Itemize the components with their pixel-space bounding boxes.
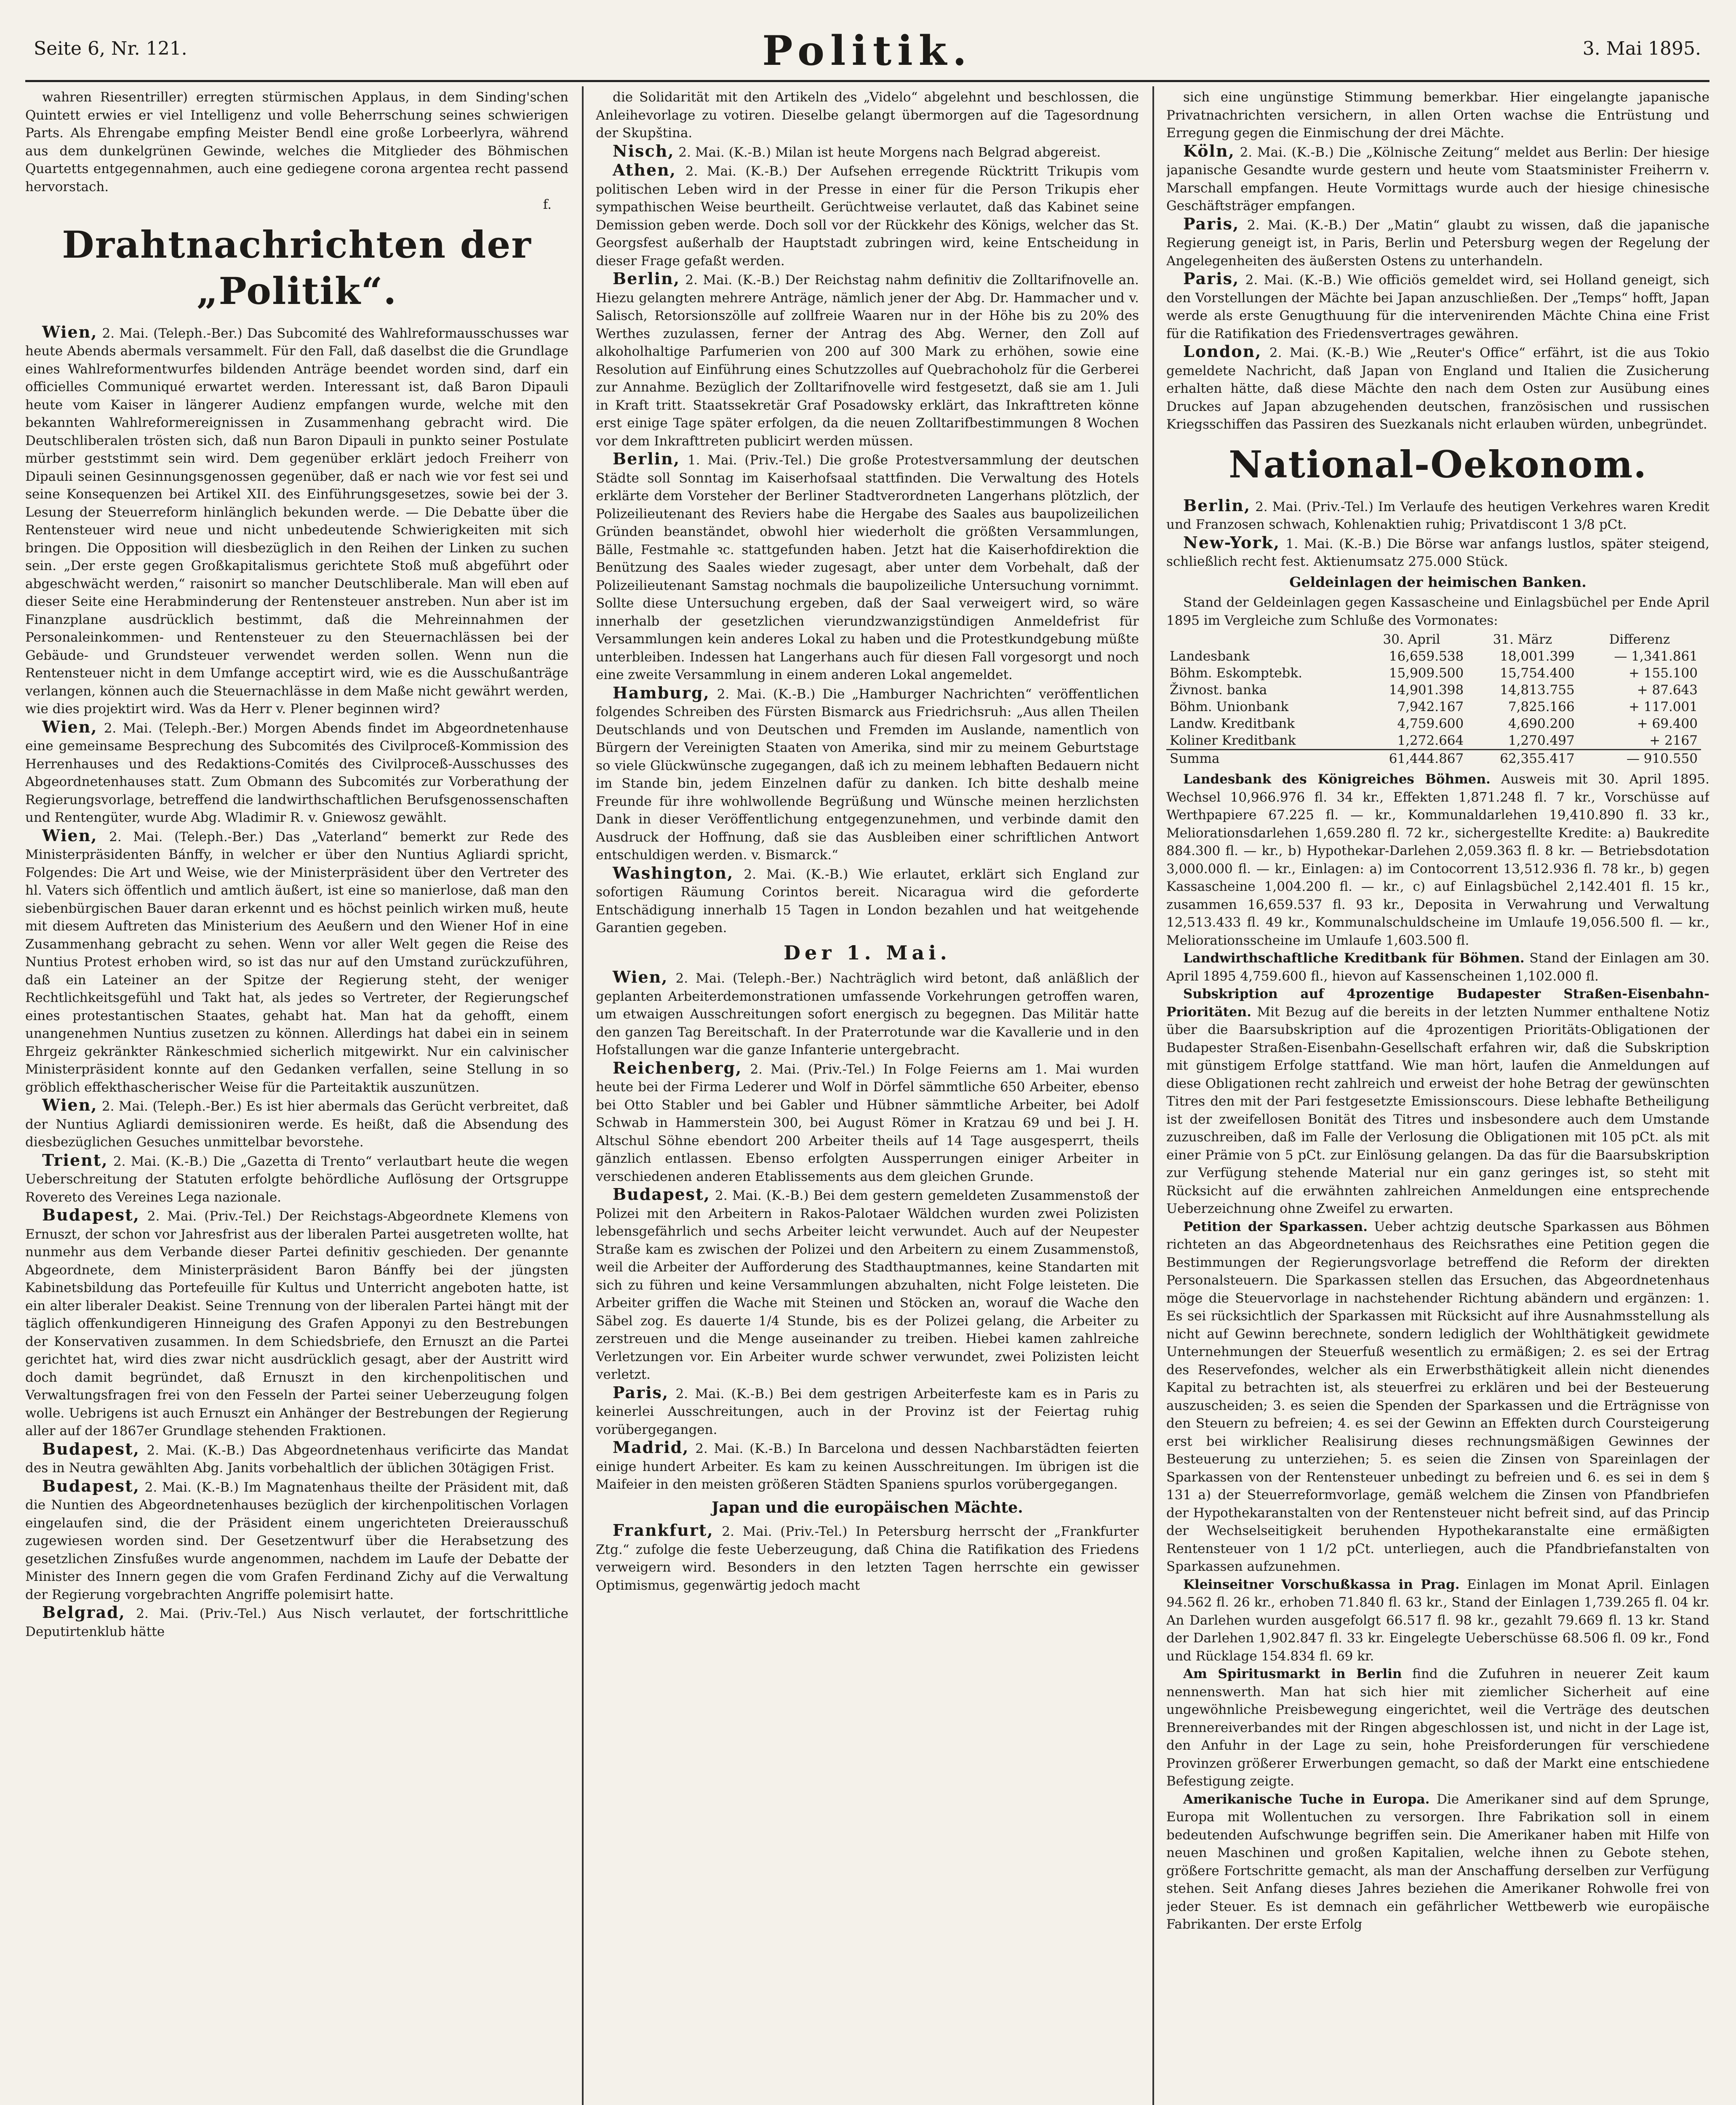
dateline: Berlin, bbox=[613, 449, 680, 468]
news-item bbox=[25, 1604, 568, 1641]
item-title: Petition der Sparkassen. bbox=[1183, 1219, 1368, 1234]
news-text: 2. Mai. (Priv.-Tel.) Der Reichstags-Abgeordnete Klemens von Ernuszt, der schon vor Jahresfrist aus der liberalen Partei ausgetreten wollte, hat nunmehr aus dem Verbande dieser Partei definitiv geschieden. Der genannte Abgeordnete, dem Ministerpräsident Baron Bánffy bei der jüngsten Kabinetsbildung das Portefeuille für Kultus und Unterricht angeboten hatte, ist ein alter liberaler Deakist. Seine Trennung von der liberalen Partei hängt mit der täglich offenkundigeren Hinneigung des Grafen Apponyi zu den Bestrebungen der Konservativen zusammen. In dem Schiedsbriefe, den Ernuszt an die Partei gerichtet hat, wird dies zwar nicht ausdrücklich gesagt, aber der Austritt wird doch damit begründet, daß Ernuszt in den kirchenpolitischen und Verwaltungsfragen frei von den Fesseln der Partei seiner Ueberzeugung folgen wolle. Uebrigens ist auch Ernuszt ein Anhänger der Bestrebungen der Regierung aller auf der 1867er Grundlage stehenden Fraktionen. bbox=[25, 1209, 568, 1439]
dateline: Hamburg, bbox=[613, 683, 710, 702]
table-cell: 18,001.399 bbox=[1500, 649, 1575, 664]
issue-date: 3. Mai 1895. bbox=[1582, 38, 1701, 59]
bank-table-intro: Stand der Geldeinlagen gegen Kassascheine und Einlagsbüchel per Ende April 1895 im Vergleiche zum Schluße des Vormonates: bbox=[1166, 595, 1709, 628]
column-divider bbox=[1152, 86, 1154, 2105]
dateline: Budapest, bbox=[42, 1439, 140, 1458]
news-text: 2. Mai. (K.-B.) In Barcelona und dessen Nachbarstädten feierten einige hundert Arbeiter. Es kam zu keinen Ausschreitungen. Im übrigen ist die Maifeier in den meisten größeren Städten Spaniens spurlos vorübergegangen. bbox=[596, 1441, 1139, 1492]
table-cell: Summa bbox=[1166, 750, 1356, 767]
news-text: Die Amerikaner sind auf dem Sprunge, Europa mit Wollentuchen zu versorgen. Ihre Fabrikation soll in einem bedeutenden Aufschwunge begriffen sein. Die Amerikaner haben mit Hilfe von neuen Maschinen und großen Kapitalien, welche ihnen zu Gebote stehen, größere Fortschritte gemacht, als man der Anschaffung derselben zur Verfügung stehen. Seit Anfang dieses Jahres beziehen die Amerikaner Rohwolle frei von jeder Steuer. Es ist demnach ein gefährlicher Wettbewerb wie europäische Fabrikanten. Der erste Erfolg bbox=[1166, 1791, 1709, 1932]
table-header-row bbox=[1166, 631, 1701, 648]
dateline: Wien, bbox=[42, 322, 98, 341]
news-item bbox=[596, 1439, 1139, 1494]
news-text: 2. Mai. (K.-B.) Die „Gazetta di Trento“ verlautbart heute die wegen Ueberschreitung der Statuten erfolgte behördliche Auflösung der Ortsgruppe Rovereto des Vereines Lega nazionale. bbox=[25, 1154, 568, 1205]
table-cell: 14,813.755 bbox=[1500, 682, 1575, 698]
news-item bbox=[25, 1151, 568, 1207]
table-cell: 7,825.166 bbox=[1508, 699, 1575, 714]
table-cell: + 155.100 bbox=[1628, 666, 1698, 681]
news-item bbox=[25, 718, 568, 827]
news-text: 2. Mai. (K.-B.) Das Abgeordnetenhaus verificirte das Mandat des in Neutra gewählten Abg. Janits vorbehaltlich der üblichen 30tägigen Frist. bbox=[25, 1442, 568, 1476]
news-text: 2. Mai. (Teleph.-Ber.) Es ist hier abermals das Gerücht verbreitet, daß der Nuntius Agliardi demissioniren werde. Es heißt, daß die Absendung des diesbezüglichen Gesuches unmittelbar bevorstehe. bbox=[25, 1099, 568, 1150]
table-cell: 62,355.417 bbox=[1467, 750, 1578, 767]
subsection-heading: Japan und die europäischen Mächte. bbox=[712, 1498, 1023, 1516]
news-text: 2. Mai. (Priv.-Tel.) In Petersburg herrscht der „Frankfurter Ztg.“ zufolge die feste Ueberzeugung, daß China die Ratifikation des Friedens verweigern wird. Besonders in den letzten Tagen herrschte ein gewisser Optimismus, gegenwärtig jedoch macht bbox=[596, 1524, 1139, 1593]
section-heading: Der 1. Mai. bbox=[784, 941, 951, 964]
table-cell: + 69.400 bbox=[1637, 716, 1698, 731]
page-header bbox=[25, 29, 1709, 82]
item-title: Am Spiritusmarkt in Berlin bbox=[1183, 1666, 1402, 1681]
news-item bbox=[596, 270, 1139, 450]
news-text: 2. Mai. (K.-B.) Im Magnatenhaus theilte der Präsident mit, daß die Nuntien des Abgeordnetenhauses bezüglich der kirchenpolitischen Vorlagen eingelaufen sind, die der Präsident einem ungerichteten Dreierausschuß zugewiesen worden sind. Der Gesetzentwurf über die Herabsetzung des gesetzlichen Zinsfußes wurde angenommen, nachdem im Laufe der Debatte der Minister des Innern gegen die vom Grafen Ferdinand Zichy auf die Verwaltung der Regierung vorgebrachten Angriffe polemisirt hatte. bbox=[25, 1479, 568, 1602]
news-text: 2. Mai. (K.-B.) Der Aufsehen erregende Rücktritt Trikupis vom politischen Leben wird in der Presse in einer für die Person Trikupis eher sympathischen Weise beurtheilt. Gerüchtweise verlautet, daß das Kabinet seine Demission geben werde. Doch soll vor der Rückkehr des Königs, welcher das St. Georgsfest außerhalb der Hauptstadt zubringen wird, keine Entscheidung in dieser Frage gefaßt werden. bbox=[596, 164, 1139, 269]
dateline: Paris, bbox=[1183, 269, 1240, 288]
dateline: Belgrad, bbox=[42, 1603, 125, 1622]
section-heading: National-Oekonom. bbox=[1229, 442, 1647, 486]
table-cell: Koliner Kreditbank bbox=[1170, 733, 1296, 748]
dateline: Berlin, bbox=[613, 269, 680, 288]
news-item bbox=[596, 142, 1139, 162]
news-text: find die Zufuhren in neuerer Zeit kaum nennenswerth. Man hat sich hier mit ziemlicher Sicherheit auf eine ungewöhnliche Preisbewegung eingerichtet, weil die Verträge des deutschen Brennereiverbandes mit der Ringen abgeschlossen ist, und nicht in der Lage ist, den Anfuhr in der Lage zu sein, hohe Preisforderungen für verschiedene Provinzen größerer Erwerbungen gemacht, so daß der Markt eine entschiedene Befestigung zeigte. bbox=[1166, 1666, 1709, 1789]
news-text: 2. Mai. (Teleph.-Ber.) Das „Vaterland“ bemerkt zur Rede des Ministerpräsidenten Bánffy, in welcher er über den Nuntius Agliardi spricht, Folgendes: Die Art und Weise, wie der Ministerpräsident über den Vertreter des hl. Vaters sich öffentlich und amtlich äußert, ist eine so manierlose, daß man den siebenbürgischen Bauer daran erkennt und es höchst peinlich wirken muß, heute mit diesem Auftreten das Ministerium des Aeußern und den Wiener Hof in eine Zusammenhang gebracht zu sehen. Wenn vor aller Welt gegen die Reise des Nuntius Protest erhoben wird, so ist das nur auf den Umstand zurückzuführen, daß ein Lateiner an der Spitze der Regierung steht, der weniger Rechtlichkeitsgefühl und Takt hat, als jedes so Vertreter, der Regierungschef eines protestantischen Staates, gehabt hat. Man hat da gehofft, einem unangenehmen Nuntius zusetzen zu können. Allerdings hat dabei ein in seinem Ehrgeiz gekränkter Ränkeschmied sicherlich mitgewirkt. Nur ein calvinischer Ministerpräsident konnte auf den Gedanken verfallen, seine Stellung in so gröblich effekthascherischer Weise für die Parteitaktik auszunützen. bbox=[25, 829, 568, 1095]
news-text: 1. Mai. (K.-B.) Die Börse war anfangs lustlos, später steigend, schließlich recht fest. Aktienumsatz 275.000 Stück. bbox=[1166, 536, 1709, 569]
news-text: 2. Mai. (K.-B.) Die „Hamburger Nachrichten“ veröffentlichen folgendes Schreiben des Fürsten Bismarck aus Friedrichsruh: „Aus allen Theilen Deutschlands und von Deutschen und Fremden im Auslande, namentlich von Bürgern der Vereinigten Staaten von Amerika, sind mir zu meinem Geburtstage so viele Glückwünsche zugegangen, daß ich zu meinem lebhaften Bedauern nicht im Stande bin, jedem Einzelnen dafür zu danken. Ich bitte deshalb meine Freunde für ihre wohlwollende Begrüßung und Wünsche meinen herzlichsten Dank in dieser Veröffentlichung entgegenzunehmen, und verbinde damit den Ausdruck der Hoffnung, daß sie das Ausbleiben einer schriftlichen Antwort entschuldigen werden. v. Bismarck.“ bbox=[596, 686, 1139, 863]
table-cell: — 910.550 bbox=[1578, 750, 1701, 767]
dateline: Budapest, bbox=[42, 1476, 140, 1495]
news-text: 2. Mai. (K.-B.) Der Reichstag nahm definitiv die Zolltarifnovelle an. Hiezu gelangten mehrere Anträge, nämlich jener der Abg. Dr. Hammacher und v. Salisch, Retorsionszölle auf zollfreie Waaren nur in der Höhe bis zu 20% des Werthes zuzulassen, ferner der Antrag des Abg. Werner, den Zoll auf alkoholhaltige Parfumerien von 200 auf 300 Mark zu erhöhen, sowie eine Resolution auf Einführung eines Schutzzolles auf Quebrachoholz für die Gerberei zur Annahme. Bezüglich der Zolltarifnovelle wird festgesetzt, daß sie am 1. Juli in Kraft tritt. Staatssekretär Graf Posadowsky erklärt, das Inkrafttreten könne erst einige Tage später erfolgen, da die neuen Zolltarifbestimmungen 8 Wochen vor dem Inkrafttreten publicirt werden müssen. bbox=[596, 272, 1139, 449]
table-cell: Böhm. Unionbank bbox=[1170, 699, 1289, 714]
dateline: Wien, bbox=[42, 1095, 98, 1114]
table-cell: 7,942.167 bbox=[1397, 699, 1464, 714]
news-item bbox=[1166, 534, 1709, 571]
table-cell: 1,270.497 bbox=[1508, 733, 1575, 748]
dateline: Washington, bbox=[613, 863, 734, 882]
news-item bbox=[1166, 142, 1709, 215]
news-text: 2. Mai. (Teleph.-Ber.) Nachträglich wird betont, daß anläßlich der geplanten Arbeiterdemonstrationen umfassende Vorkehrungen getroffen waren, um etwaigen Ausschreitungen sofort energisch zu begegnen. Das Militär hatte den ganzen Tag Bereitschaft. In der Praterrotunde war die Kavallerie und in den Hofstallungen war die ganze Infanterie untergebracht. bbox=[596, 971, 1139, 1058]
news-item bbox=[25, 323, 568, 718]
table-row bbox=[1166, 715, 1701, 732]
news-item bbox=[1166, 1791, 1709, 1934]
page-number: Seite 6, Nr. 121. bbox=[34, 38, 187, 59]
dateline: London, bbox=[1183, 342, 1262, 361]
news-item bbox=[1166, 1218, 1709, 1576]
news-text: 2. Mai. (Teleph.-Ber.) Morgen Abends findet im Abgeordnetenhause eine gemeinsame Besprechung des Subcomités des Civilproceß-Kommission des Herrenhauses und des Redaktions-Comités des Civilproceß-Ausschusses des Abgeordnetenhauses statt. Zum Obmann des Subcomités zur Vorberathung der Regierungsvorlage, betreffend die landwirthschaftlichen Berufsgenossenschaften und Rentengüter, wurde Abg. Wladimir R. v. Gniewosz gewählt. bbox=[25, 720, 568, 825]
news-item bbox=[596, 1186, 1139, 1384]
news-text: 2. Mai. (K.-B.) Bei dem gestrigen Arbeiterfeste kam es in Paris zu keinerlei Ausschreitungen, auch in der Provinz ist der Feiertag ruhig vorübergegangen. bbox=[596, 1386, 1139, 1437]
table-header: 30. April bbox=[1383, 632, 1440, 647]
table-cell: 15,754.400 bbox=[1500, 666, 1575, 681]
column-divider bbox=[582, 86, 584, 2105]
table-header: 31. März bbox=[1493, 632, 1552, 647]
news-text: 2. Mai. (K.-B.) Der „Matin“ glaubt zu wissen, daß die japanische Regierung geneigt ist, in Paris, Berlin und Petersburg wegen der Regelung der Angelegenheiten des äußersten Ostens zu unterhandeln. bbox=[1166, 217, 1709, 269]
column-1 bbox=[25, 88, 568, 2105]
column-2 bbox=[596, 88, 1139, 2105]
news-text: 1. Mai. (Priv.-Tel.) Die große Protestversammlung der deutschen Städte soll Sonntag im Kaiserhofsaal stattfinden. Die Verwaltung des Hotels erklärte dem Vorsteher der Berliner Stadtverordneten Langerhans plötzlich, der Polizeilieutenant des Reviers habe die Hergabe des Saales aus baupolizeilichen Gründen beanständet, obwohl hier wiederholt die größten Versammlungen, Bälle, Festmahle ꝛc. stattgefunden haben. Jetzt hat die Kaiserhofdirektion die Benützung des Saales wieder zugesagt, aber unter dem Vorbehalt, daß der Polizeilieutenant Samstag nochmals die baupolizeiliche Untersuchung vornimmt. Sollte diese Untersuchung ergeben, daß der Saal verweigert wird, so wäre innerhalb der gesetzlichen vierundzwanzigstündigen Anmeldefrist für Versammlungen kein anderes Lokal zu haben und die Protestkundgebung müßte unterbleiben. Indessen hat Langerhans auch für diesen Fall vorgesorgt und noch eine zweite Versammlung in einem anderen Lokal angemeldet. bbox=[596, 453, 1139, 682]
dateline: New-York, bbox=[1183, 533, 1280, 552]
dateline: Paris, bbox=[613, 1383, 669, 1402]
table-row bbox=[1166, 648, 1701, 665]
table-cell: 4,759.600 bbox=[1397, 716, 1464, 731]
table-cell: Landw. Kreditbank bbox=[1170, 716, 1295, 731]
news-item bbox=[1166, 1576, 1709, 1665]
dateline: Athen, bbox=[613, 160, 677, 179]
column-3 bbox=[1166, 88, 1709, 2105]
section-heading: Drahtnachrichten der „Politik“. bbox=[62, 222, 532, 313]
dateline: Nisch, bbox=[613, 141, 675, 160]
news-text: Stand der Einlagen am 30. April 1895 4,759.600 fl., hievon auf Kassenscheinen 1,102.000 fl. bbox=[1166, 951, 1709, 984]
news-text: Mit Bezug auf die bereits in der letzten Nummer enthaltene Notiz über die Baarsubskription auf die 4prozentigen Prioritäts-Obligationen der Budapester Straßen-Eisenbahn-Gesellschaft erfahren wir, daß die Subskription mit günstigem Erfolge stattfand. Wie man hört, laufen die Anmeldungen auf diese Obligationen recht zahlreich und erweist der hohe Betrag der gewünschten Titres den mit der Pari festgesetzte Emissionscours. Diese lebhafte Betheiligung ist der zweifellosen Bonität des Titres und insbesondere auch dem Umstande zuzuschreiben, daß im Falle der Verlosung die Obligationen mit 105 pCt. als mit einer Prämie von 5 pCt. zur Einlösung gelangen. Da das für die Baarsubskription zur Verfügung stehende Material nur ein ganz geringes ist, so steht mit Rücksicht auf die erwähnten zahlreichen Anmeldungen eine entsprechende Ueberzeichnung ohne Zweifel zu erwarten. bbox=[1166, 1004, 1709, 1216]
news-text: 2. Mai. (K.-B.) Wie officiös gemeldet wird, sei Holland geneigt, sich den Vorstellungen der Mächte bei Japan anzuschließen. Der „Temps“ hofft, Japan werde als erste Genugthuung für die intervenirenden Mächte China eine Frist für die Ratifikation des Friedensvertrages gewähren. bbox=[1166, 272, 1709, 341]
news-item bbox=[596, 1384, 1139, 1439]
news-item bbox=[596, 968, 1139, 1059]
table-row bbox=[1166, 698, 1701, 715]
dateline: Wien, bbox=[42, 826, 98, 845]
dateline: Berlin, bbox=[1183, 496, 1251, 515]
news-text: 2. Mai. (K.-B.) Wie „Reuter's Office“ erfährt, ist die aus Tokio gemeldete Nachricht, daß Japan von England und Italien die Zusicherung erhalten hätte, daß diese Mächte den nach dem Osten zur Ausübung eines Druckes auf Japan abzugehenden deutschen, französischen und russischen Kriegsschiffen das Passiren des Suezkanals nicht erlauben würden, unbegründet. bbox=[1166, 345, 1709, 432]
news-item bbox=[25, 1206, 568, 1440]
article-text: wahren Riesentriller) erregten stürmischen Applaus, in dem Sinding'schen Quintett erwies er viel Intelligenz und volle Beherrschung seines schwierigen Parts. Als Ehrengabe empfing Meister Bendl eine große Lorbeerlyra, während aus dem dunkelgrünen Gewinde, welches die Mitglieder des Böhmischen Quartetts entgegennahmen, auch eine gediegene corona argentea recht passend hervorstach. bbox=[25, 90, 568, 195]
news-item bbox=[1166, 343, 1709, 434]
dateline: Trient, bbox=[42, 1150, 108, 1170]
item-title: Subskription auf 4prozentige Budapester Straßen-Eisenbahn-Prioritäten. bbox=[1166, 986, 1709, 1020]
table-cell: Landesbank bbox=[1170, 649, 1250, 664]
news-item bbox=[25, 1096, 568, 1151]
news-item bbox=[596, 864, 1139, 937]
article-text: sich eine ungünstige Stimmung bemerkbar. Hier eingelangte japanische Privatnachrichten versichern, in allen Orten wachse die Entrüstung und Erregung gegen die Einmischung der drei Mächte. bbox=[1166, 90, 1709, 141]
table-cell: 61,444.867 bbox=[1356, 750, 1467, 767]
news-text: Ueber achtzig deutsche Sparkassen aus Böhmen richteten an das Abgeordnetenhaus des Reichsrathes eine Petition gegen die Bestimmungen der Regierungsvorlage betreffend die Reform der direkten Personalsteuern. Die Sparkassen stellen das Ersuchen, das Abgeordnetenhaus möge die Steuervorlage in nachstehender Richtung abändern und ergänzen: 1. Es sei rücksichtlich der Sparkassen mit Rücksicht auf ihre Ausnahmsstellung als nicht auf Gewinn berechnete, sondern lediglich der Wohlthätigkeit gewidmete Unternehmungen der Steuerfuß wesentlich zu ermäßigen; 2. es sei der Ertrag des Reservefondes, welcher als ein Erwerbsthätigkeit allein nicht dienendes Kapital zu betrachten ist, als steuerfrei zu erklären und bei der Besteuerung auszuscheiden; 3. es seien die Spenden der Sparkassen und die Erträgnisse von den Steuern zu befreien; 4. es sei der Gewinn an Effekten durch Coursteigerung erst bei wirklicher Realisirung dieses rechnungsmäßigen Gewinnes der Besteuerung zu unterziehen; 5. es seien die Zinsen von Spareinlagen der Sparkassen von der Rentensteuer unbedingt zu befreien und 6. es sei in dem § 131 a) der Steuerreformvorlage, gemäß welchem die Zinsen von Pfandbriefen der Hypothekaranstalten von der Rentensteuer nicht befreit sind, auf das Princip der Wechselseitigkeit beruhenden Hypothekaranstalte eine ermäßigten Rentensteuer von 1 1/2 pCt. unterliegen, auch die Pfandbriefanstalten von Sparkassen aufzunehmen. bbox=[1166, 1219, 1709, 1574]
news-item bbox=[1166, 770, 1709, 949]
news-text: 2. Mai. (K.-B.) Bei dem gestern gemeldeten Zusammenstoß der Polizei mit den Arbeitern in Rakos-Palotaer Wäldchen wurden zwei Polizisten lebensgefährlich und sechs Arbeiter leicht verwundet. Auch auf der Neupester Straße kam es zwischen der Polizei und den Arbeitern zu einem Zusammenstoß, weil die Arbeiter der Aufforderung des Stadthauptmannes, keine Standarten mit sich zu führen und keine Versammlungen abzuhalten, nicht Folge leisteten. Die Arbeiter griffen die Wache mit Steinen und Stöcken an, worauf die Wache den Säbel zog. Es dauerte 1/4 Stunde, bis es der Polizei gelang, die Arbeiter zu zerstreuen und die Menge auseinander zu treiben. Hiebei kamen zahlreiche Verletzungen vor. Ein Arbeiter wurde schwer verwundet, zwei Polizisten leicht verletzt. bbox=[596, 1188, 1139, 1382]
table-row bbox=[1166, 682, 1701, 698]
news-item bbox=[1166, 1665, 1709, 1791]
table-cell: 1,272.664 bbox=[1397, 733, 1464, 748]
table-cell: Živnost. banka bbox=[1170, 682, 1267, 698]
news-item bbox=[1166, 270, 1709, 343]
news-text: 2. Mai. (K.-B.) Milan ist heute Morgens nach Belgrad abgereist. bbox=[678, 144, 1101, 160]
news-text: 2. Mai. (Priv.-Tel.) In Folge Feierns am 1. Mai wurden heute bei der Firma Lederer und Wolf in Dörfel sämmtliche 650 Arbeiter, ebenso bei Otto Stabler und bei Gabler und Hübner sämmtliche Arbeiter, bei Adolf Schwab in Hammerstein 300, bei August Römer in Kratzau 69 und bei J. H. Altschul Söhne ebendort 200 Arbeiter theils auf 14 Tage ausgesperrt, theils gänzlich entlassen. Ebenso erfolgten Aussperrungen einiger Arbeiter in verschiedenen anderen Etablissements aus dem gleichen Grunde. bbox=[596, 1061, 1139, 1184]
news-item bbox=[596, 450, 1139, 684]
newspaper-page bbox=[25, 29, 1709, 2105]
news-item bbox=[596, 161, 1139, 270]
news-text: Einlagen im Monat April. Einlagen 94.562 fl. 26 kr., erhoben 71.840 fl. 63 kr., Stand der Einlagen 1,739.265 fl. 04 kr. An Darlehen wurden ausgefolgt 66.517 fl. 98 kr., gezahlt 79.669 fl. 13 kr. Stand der Darlehen 1,902.847 fl. 33 kr. Eingelegte Ueberschüsse 68.506 fl. 09 kr., Fond und Rücklage 154.834 fl. 69 kr. bbox=[1166, 1577, 1709, 1664]
news-item bbox=[1166, 985, 1709, 1218]
news-item bbox=[596, 1059, 1139, 1186]
author-signature: f. bbox=[543, 197, 552, 212]
item-title: Landesbank des Königreiches Böhmen. bbox=[1183, 772, 1491, 787]
bank-table-title: Geldeinlagen der heimischen Banken. bbox=[1289, 573, 1587, 590]
item-title: Kleinseitner Vorschußkassa in Prag. bbox=[1183, 1577, 1460, 1592]
newspaper-title: Politik. bbox=[762, 27, 973, 75]
dateline: Köln, bbox=[1183, 141, 1235, 160]
news-item bbox=[596, 684, 1139, 864]
dateline: Paris, bbox=[1183, 214, 1240, 233]
dateline: Wien, bbox=[42, 717, 98, 736]
table-cell: + 87.643 bbox=[1637, 682, 1698, 698]
table-header: Differenz bbox=[1609, 632, 1670, 647]
table-cell: + 2167 bbox=[1649, 733, 1698, 748]
dateline: Budapest, bbox=[613, 1185, 710, 1204]
table-cell: 4,690.200 bbox=[1508, 716, 1575, 731]
news-text: 2. Mai. (Priv.-Tel.) Aus Nisch verlautet, der fortschrittliche Deputirtenklub hätte bbox=[25, 1606, 568, 1639]
news-item bbox=[1166, 215, 1709, 270]
news-text: Ausweis mit 30. April 1895. Wechsel 10,966.976 fl. 34 kr., Effekten 1,871.248 fl. 7 kr., Vorschüsse auf Werthpapiere 67.225 fl. — kr., Kommunaldarlehen 19,410.890 fl. 33 kr., Meliorationsdarlehen 1,659.280 fl. 72 kr., sichergestellte Kredite: a) Baukredite 884.300 fl. — kr., b) Hypothekar-Darlehen 2,059.363 fl. 8 kr. — Betriebsdotation 3,000.000 fl. — kr., Einlagen: a) im Contocorrent 13,512.936 fl. 78 kr., b) gegen Kassascheine 1,004.200 fl. — kr., c) auf Einlagsbüchel 2,142.401 fl. 15 kr., zusammen 16,659.537 fl. 93 kr., Deposita in Verwahrung und Verwaltung 12,513.433 fl. 49 kr., Kommunalschuldscheine im Umlaufe 19,056.500 fl. — kr., Meliorationsscheine im Umlaufe 1,603.500 fl. bbox=[1166, 772, 1709, 948]
news-item bbox=[25, 1440, 568, 1477]
dateline: Wien, bbox=[613, 967, 668, 986]
dateline: Budapest, bbox=[42, 1205, 140, 1224]
table-row bbox=[1166, 732, 1701, 750]
news-text: 2. Mai. (Priv.-Tel.) Im Verlaufe des heutigen Verkehres waren Kredit und Franzosen schwach, Kohlenaktien ruhig; Privatdiscont 1 3/8 pCt. bbox=[1166, 499, 1709, 532]
item-title: Landwirthschaftliche Kreditbank für Böhmen. bbox=[1183, 951, 1525, 966]
news-item bbox=[596, 1521, 1139, 1594]
table-sum-row bbox=[1166, 750, 1701, 767]
bank-deposits-table bbox=[1166, 631, 1701, 767]
news-item bbox=[1166, 949, 1709, 985]
dateline: Reichenberg, bbox=[613, 1058, 742, 1077]
news-text: 2. Mai. (K.-B.) Wie erlautet, erklärt sich England zur sofortigen Räumung Corintos bereit. Nicaragua wird die geforderte Entschädigung innerhalb 15 Tagen in London bezahlen und hat weitgehende Garantien gegeben. bbox=[596, 866, 1139, 935]
table-cell: 14,901.398 bbox=[1389, 682, 1464, 698]
table-cell: 16,659.538 bbox=[1389, 649, 1464, 664]
news-text: 2. Mai. (K.-B.) Die „Kölnische Zeitung“ meldet aus Berlin: Der hiesige japanische Gesandte wurde gestern und heute vom Staatsminister Freiherrn v. Marschall empfangen. Heute Vormittags wurde auch der hiesige chinesische Geschäftsträger empfangen. bbox=[1166, 144, 1709, 213]
news-item bbox=[25, 827, 568, 1097]
news-item bbox=[25, 1477, 568, 1604]
table-cell: 15,909.500 bbox=[1389, 666, 1464, 681]
table-cell: — 1,341.861 bbox=[1614, 649, 1698, 664]
news-item bbox=[1166, 497, 1709, 534]
item-title: Amerikanische Tuche in Europa. bbox=[1183, 1791, 1430, 1807]
table-row bbox=[1166, 665, 1701, 682]
dateline: Madrid, bbox=[613, 1438, 689, 1457]
table-header bbox=[1166, 631, 1356, 648]
table-cell: + 117.001 bbox=[1628, 699, 1698, 714]
article-text: die Solidarität mit den Artikeln des „Videlo“ abgelehnt und beschlossen, die Anleihevorlage zu votiren. Dieselbe gelangt übermorgen auf die Tagesordnung der Skupština. bbox=[596, 90, 1139, 141]
dateline: Frankfurt, bbox=[613, 1521, 714, 1540]
table-cell: Böhm. Eskomptebk. bbox=[1170, 666, 1303, 681]
news-text: 2. Mai. (Teleph.-Ber.) Das Subcomité des Wahlreformausschusses war heute Abends abermals versammelt. Für den Fall, daß daselbst die die Grundlage eines Wahlreformentwurfes bildenden Anträge beendet worden sind, darf ein officielles Communiqué erwartet werden. Interessant ist, daß Baron Dipauli heute vom Kaiser in längerer Audienz empfangen wurde, welche mit den bekannten Wahlreformereignissen in Zusammenhang gebracht wird. Die Deutschliberalen trösten sich, daß nun Baron Dipauli in punkto seiner Postulate mürber geststimmt sein wird. Dem gegenüber erklärt jedoch Freiherr von Dipauli seinen Gesinnungsgenossen gegenüber, daß er nach wie vor fest sei und seine Konsequenzen bei Artikel XII. des Einführungsgesetzes, sowie bei der 3. Lesung der Steuerreform hinlänglich bekunden werde. — Die Debatte über die Rentensteuer wird neue und nicht unbedeutende Schwierigkeiten mit sich bringen. Die Opposition will diesbezüglich in den Reihen der Linken zu suchen sein. „Der erste gegen Großkapitalismus gerichtete Stoß muß abgeführt oder abgeschwächt werden,“ raisonirt so mancher Deutschliberale. Man will eben auf dieser Seite eine Herabminderung der Rentensteuer anstreben. Nun aber ist im Finanzplane ausdrücklich bestimmt, daß die Mehreinnahmen der Personaleinkommen- und Rentensteuer zu den Steuernachlässen bei der Gebäude- und Grundsteuer verwendet werden sollen. Wenn nun die Rentensteuer nicht in dem Umfange acceptirt wird, wie es die Ausschußanträge verlangen, können auch die Steuernachlässe in dem Maße nicht gewährt werden, wie dies projektirt wird. Was da Herr v. Plener beginnen wird? bbox=[25, 325, 568, 717]
